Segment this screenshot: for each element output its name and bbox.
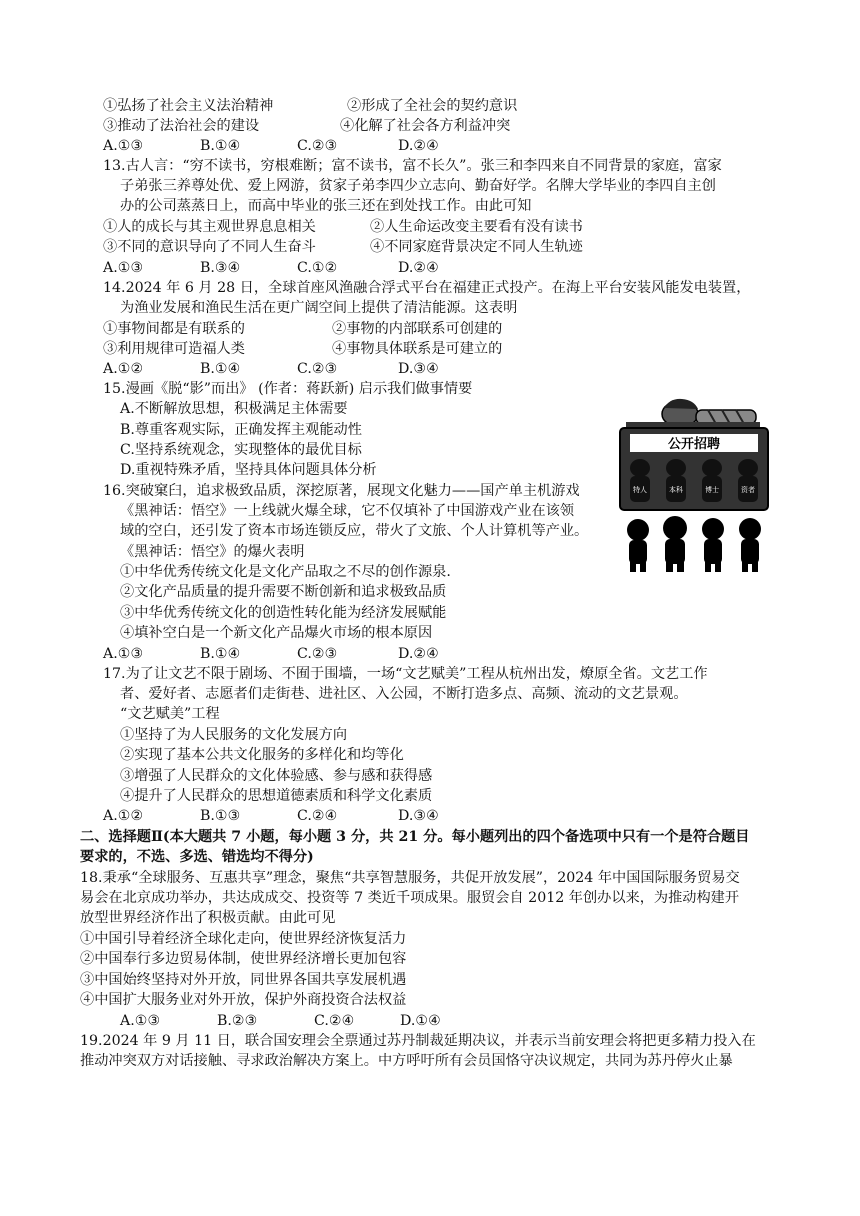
- text-line: C.②④: [314, 1013, 355, 1029]
- text-line: ②中国奉行多边贸易体制，使世界经济增长更加包容: [80, 951, 407, 967]
- cartoon-man-icon: [626, 399, 760, 428]
- sign-1: 特人: [633, 486, 647, 494]
- text-line: B.①③: [200, 808, 241, 824]
- text-line: ②实现了基本公共文化服务的多样化和均等化: [120, 747, 404, 763]
- text-line: ④不同家庭背景决定不同人生轨迹: [370, 239, 583, 255]
- standing-figures: [627, 516, 761, 572]
- text-line: 二、选择题Ⅱ(本大题共 7 小题，每小题 3 分，共 21 分。每小题列出的四个备选项中只有一个是符合题目: [80, 829, 750, 845]
- text-line: A.①③: [120, 1013, 161, 1029]
- text-line: 13.古人言：“穷不读书，穷根难断；富不读书，富不长久”。张三和李四来自不同背景的家庭，富家: [103, 158, 722, 174]
- text-line: B.③④: [200, 260, 241, 276]
- text-line: ④填补空白是一个新文化产品爆火市场的根本原因: [120, 625, 433, 641]
- text-line: D.重视特殊矛盾，坚持具体问题具体分析: [120, 462, 377, 478]
- text-line: ②人生命运改变主要看有没有读书: [370, 219, 583, 235]
- text-line: 14.2024 年 6 月 28 日，全球首座风渔融合浮式平台在福建正式投产。在海上平台安装风能发电装置，: [103, 280, 751, 296]
- text-line: 域的空白，还引发了资本市场连锁反应，带火了文旅、个人计算机等产业。: [120, 523, 589, 539]
- text-line: D.②④: [398, 138, 439, 154]
- text-line: ①事物间都是有联系的: [103, 321, 245, 337]
- text-line: “文艺赋美”工程: [120, 706, 220, 722]
- text-line: 办的公司蒸蒸日上，而高中毕业的张三还在到处找工作。由此可知: [120, 198, 532, 214]
- text-line: 易会在北京成功举办，共达成成交、投资等 7 类近千项成果。服贸会自 2012 年创办以来，为推动构建开: [80, 890, 740, 906]
- text-line: ③利用规律可造福人类: [103, 341, 245, 357]
- text-line: ③推动了法治社会的建设: [103, 118, 260, 134]
- text-line: 15.漫画《脱“影”而出》 (作者：蒋跃新) 启示我们做事情要: [103, 381, 473, 397]
- text-line: 子弟张三养尊处优、爱上网游，贫家子弟李四少立志向、勤奋好学。名牌大学毕业的李四自主创: [120, 178, 716, 194]
- cartoon-image: [618, 392, 770, 574]
- text-line: C.②④: [297, 808, 338, 824]
- text-line: C.②③: [297, 646, 338, 662]
- text-line: D.②④: [398, 646, 439, 662]
- text-line: 18.秉承“全球服务、互惠共享”理念，聚焦“共享智慧服务，共促开放发展”，2024 年中国国际服务贸易交: [80, 870, 740, 886]
- text-line: 19.2024 年 9 月 11 日，联合国安理会全票通过苏丹制裁延期决议，并表示当前安理会将把更多精力投入在: [80, 1033, 756, 1049]
- text-line: 为渔业发展和渔民生活在更广阔空间上提供了清洁能源。这表明: [120, 300, 518, 316]
- text-line: A.①③: [103, 646, 144, 662]
- text-line: A.①②: [103, 361, 144, 377]
- text-line: ②形成了全社会的契约意识: [347, 98, 518, 114]
- text-line: ④化解了社会各方利益冲突: [340, 118, 511, 134]
- board-title: 公开招聘: [667, 437, 721, 452]
- text-line: ②文化产品质量的提升需要不断创新和追求极致品质: [120, 584, 447, 600]
- text-line: 者、爱好者、志愿者们走街巷、进社区、入公园，不断打造多点、高频、流动的文艺景观。: [120, 686, 688, 702]
- text-line: B.②③: [217, 1013, 258, 1029]
- text-line: A.①③: [103, 260, 144, 276]
- text-line: B.①④: [200, 138, 241, 154]
- text-line: ①坚持了为人民服务的文化发展方向: [120, 727, 348, 743]
- text-line: ①人的成长与其主观世界息息相关: [103, 219, 316, 235]
- sign-4: 资者: [741, 486, 755, 494]
- text-line: ④中国扩大服务业对外开放，保护外商投资合法权益: [80, 992, 407, 1008]
- text-line: 16.突破窠臼，追求极致品质，深挖原著，展现文化魅力——国产单主机游戏: [103, 483, 580, 499]
- text-line: ②事物的内部联系可创建的: [332, 321, 503, 337]
- text-line: 17.为了让文艺不限于剧场、不囿于围墙，一场“文艺赋美”工程从杭州出发，燎原全省。文艺工作: [103, 666, 708, 682]
- text-line: ①中国引导着经济全球化走向，使世界经济恢复活力: [80, 931, 407, 947]
- sign-3: 博士: [705, 486, 719, 494]
- sign-2: 本科: [669, 486, 683, 494]
- text-line: D.②④: [398, 260, 439, 276]
- text-line: B.①④: [200, 646, 241, 662]
- text-line: A.①③: [103, 138, 144, 154]
- text-line: ③中国始终坚持对外开放，同世界各国共享发展机遇: [80, 972, 407, 988]
- text-line: C.①②: [297, 260, 338, 276]
- text-line: ①中华优秀传统文化是文化产品取之不尽的创作源泉.: [120, 564, 451, 580]
- text-line: D.③④: [398, 361, 439, 377]
- text-line: 要求的，不选、多选、错选均不得分): [80, 849, 314, 865]
- text-line: 放型世界经济作出了积极贡献。由此可见: [80, 910, 336, 926]
- text-line: ①弘扬了社会主义法治精神: [103, 98, 274, 114]
- text-line: 《黑神话：悟空》的爆火表明: [120, 544, 305, 560]
- text-line: ③不同的意识导向了不同人生奋斗: [103, 239, 316, 255]
- text-line: 《黑神话：悟空》一上线就火爆全球，它不仅填补了中国游戏产业在该领: [120, 503, 575, 519]
- text-line: D.①④: [400, 1013, 441, 1029]
- text-line: ④事物具体联系是可建立的: [332, 341, 503, 357]
- text-line: A.不断解放思想，积极满足主体需要: [120, 401, 348, 417]
- text-line: A.①②: [103, 808, 144, 824]
- text-line: B.①④: [200, 361, 241, 377]
- text-line: ③增强了人民群众的文化体验感、参与感和获得感: [120, 768, 433, 784]
- text-line: ③中华优秀传统文化的创造性转化能为经济发展赋能: [120, 605, 447, 621]
- text-line: C.②③: [297, 361, 338, 377]
- text-line: ④提升了人民群众的思想道德素质和科学文化素质: [120, 788, 433, 804]
- text-line: 推动冲突双方对话接触、寻求政治解决方案上。中方呼吁所有会员国恪守决议规定，共同为苏丹停火止暴: [80, 1053, 733, 1069]
- text-line: D.③④: [398, 808, 439, 824]
- text-line: C.②③: [297, 138, 338, 154]
- text-line: B.尊重客观实际，正确发挥主观能动性: [120, 422, 362, 438]
- text-line: C.坚持系统观念，实现整体的最优目标: [120, 442, 362, 458]
